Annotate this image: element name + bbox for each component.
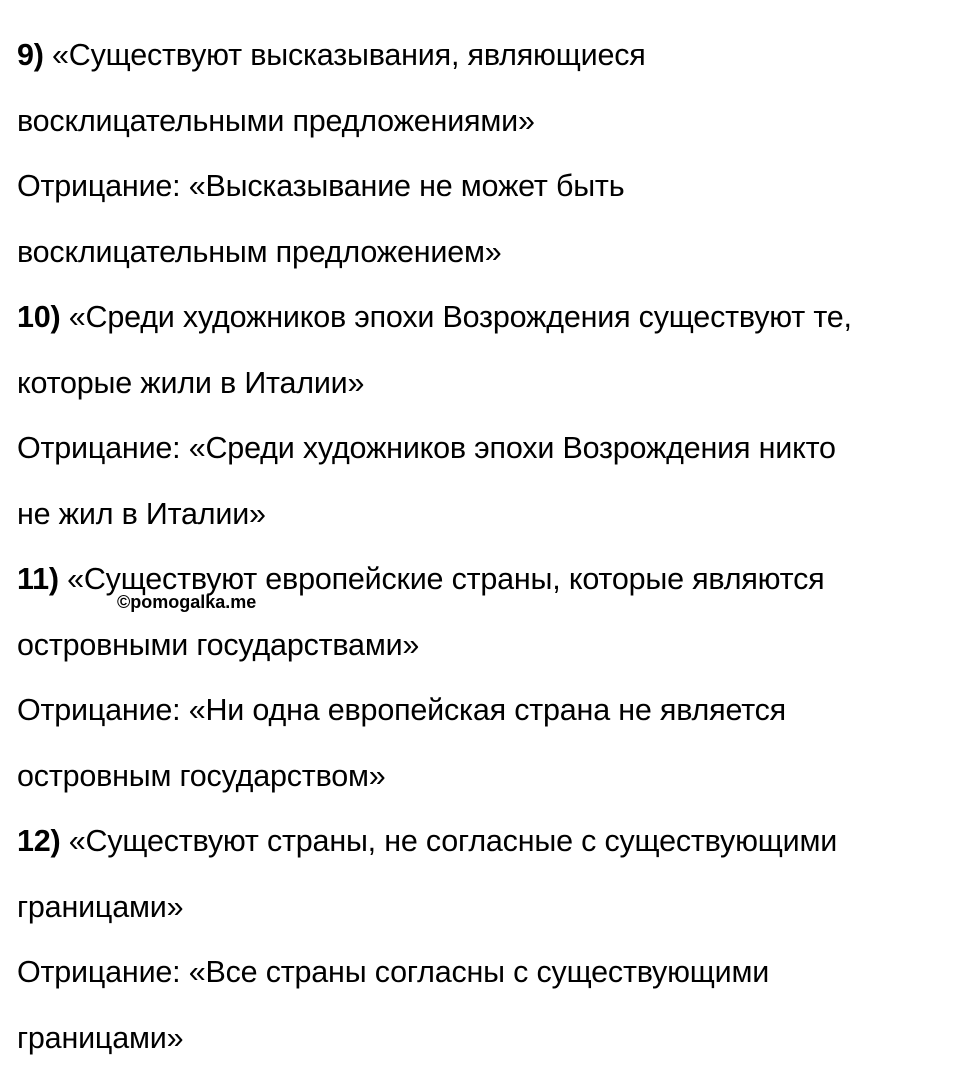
item-number: 10) [17,300,60,334]
negation-continuation: не жил в Италии» [17,482,950,548]
negation-line: Отрицание: «Ни одна европейская страна не является [17,678,950,744]
negation-continuation: границами» [17,1006,950,1071]
statement-continuation: границами» [17,875,950,941]
statement-continuation: островными государствами» [17,613,950,679]
negation-continuation: восклицательным предложением» [17,220,950,286]
statement-line [17,809,950,875]
statement-continuation: восклицательными предложениями» [17,89,950,155]
statement-text: «Существуют страны, не согласные с существующими [69,824,837,858]
statement-continuation: которые жили в Италии» [17,351,950,417]
watermark: ©pomogalka.me [117,592,256,613]
item-number: 12) [17,824,60,858]
item-12 [17,809,950,1071]
item-number: 11) [17,562,59,596]
negation-line: Отрицание: «Высказывание не может быть [17,154,950,220]
item-11 [17,547,950,809]
item-9 [17,23,950,285]
statement-text: «Существуют европейские страны, которые являются [67,562,824,596]
item-10 [17,285,950,547]
document-body [17,23,950,1071]
statement-line [17,23,950,89]
negation-continuation: островным государством» [17,744,950,810]
item-number: 9) [17,38,44,72]
negation-line: Отрицание: «Все страны согласны с существующими [17,940,950,1006]
statement-text: «Среди художников эпохи Возрождения существуют те, [69,300,852,334]
statement-line [17,285,950,351]
negation-line: Отрицание: «Среди художников эпохи Возрождения никто [17,416,950,482]
statement-text: «Существуют высказывания, являющиеся [52,38,646,72]
